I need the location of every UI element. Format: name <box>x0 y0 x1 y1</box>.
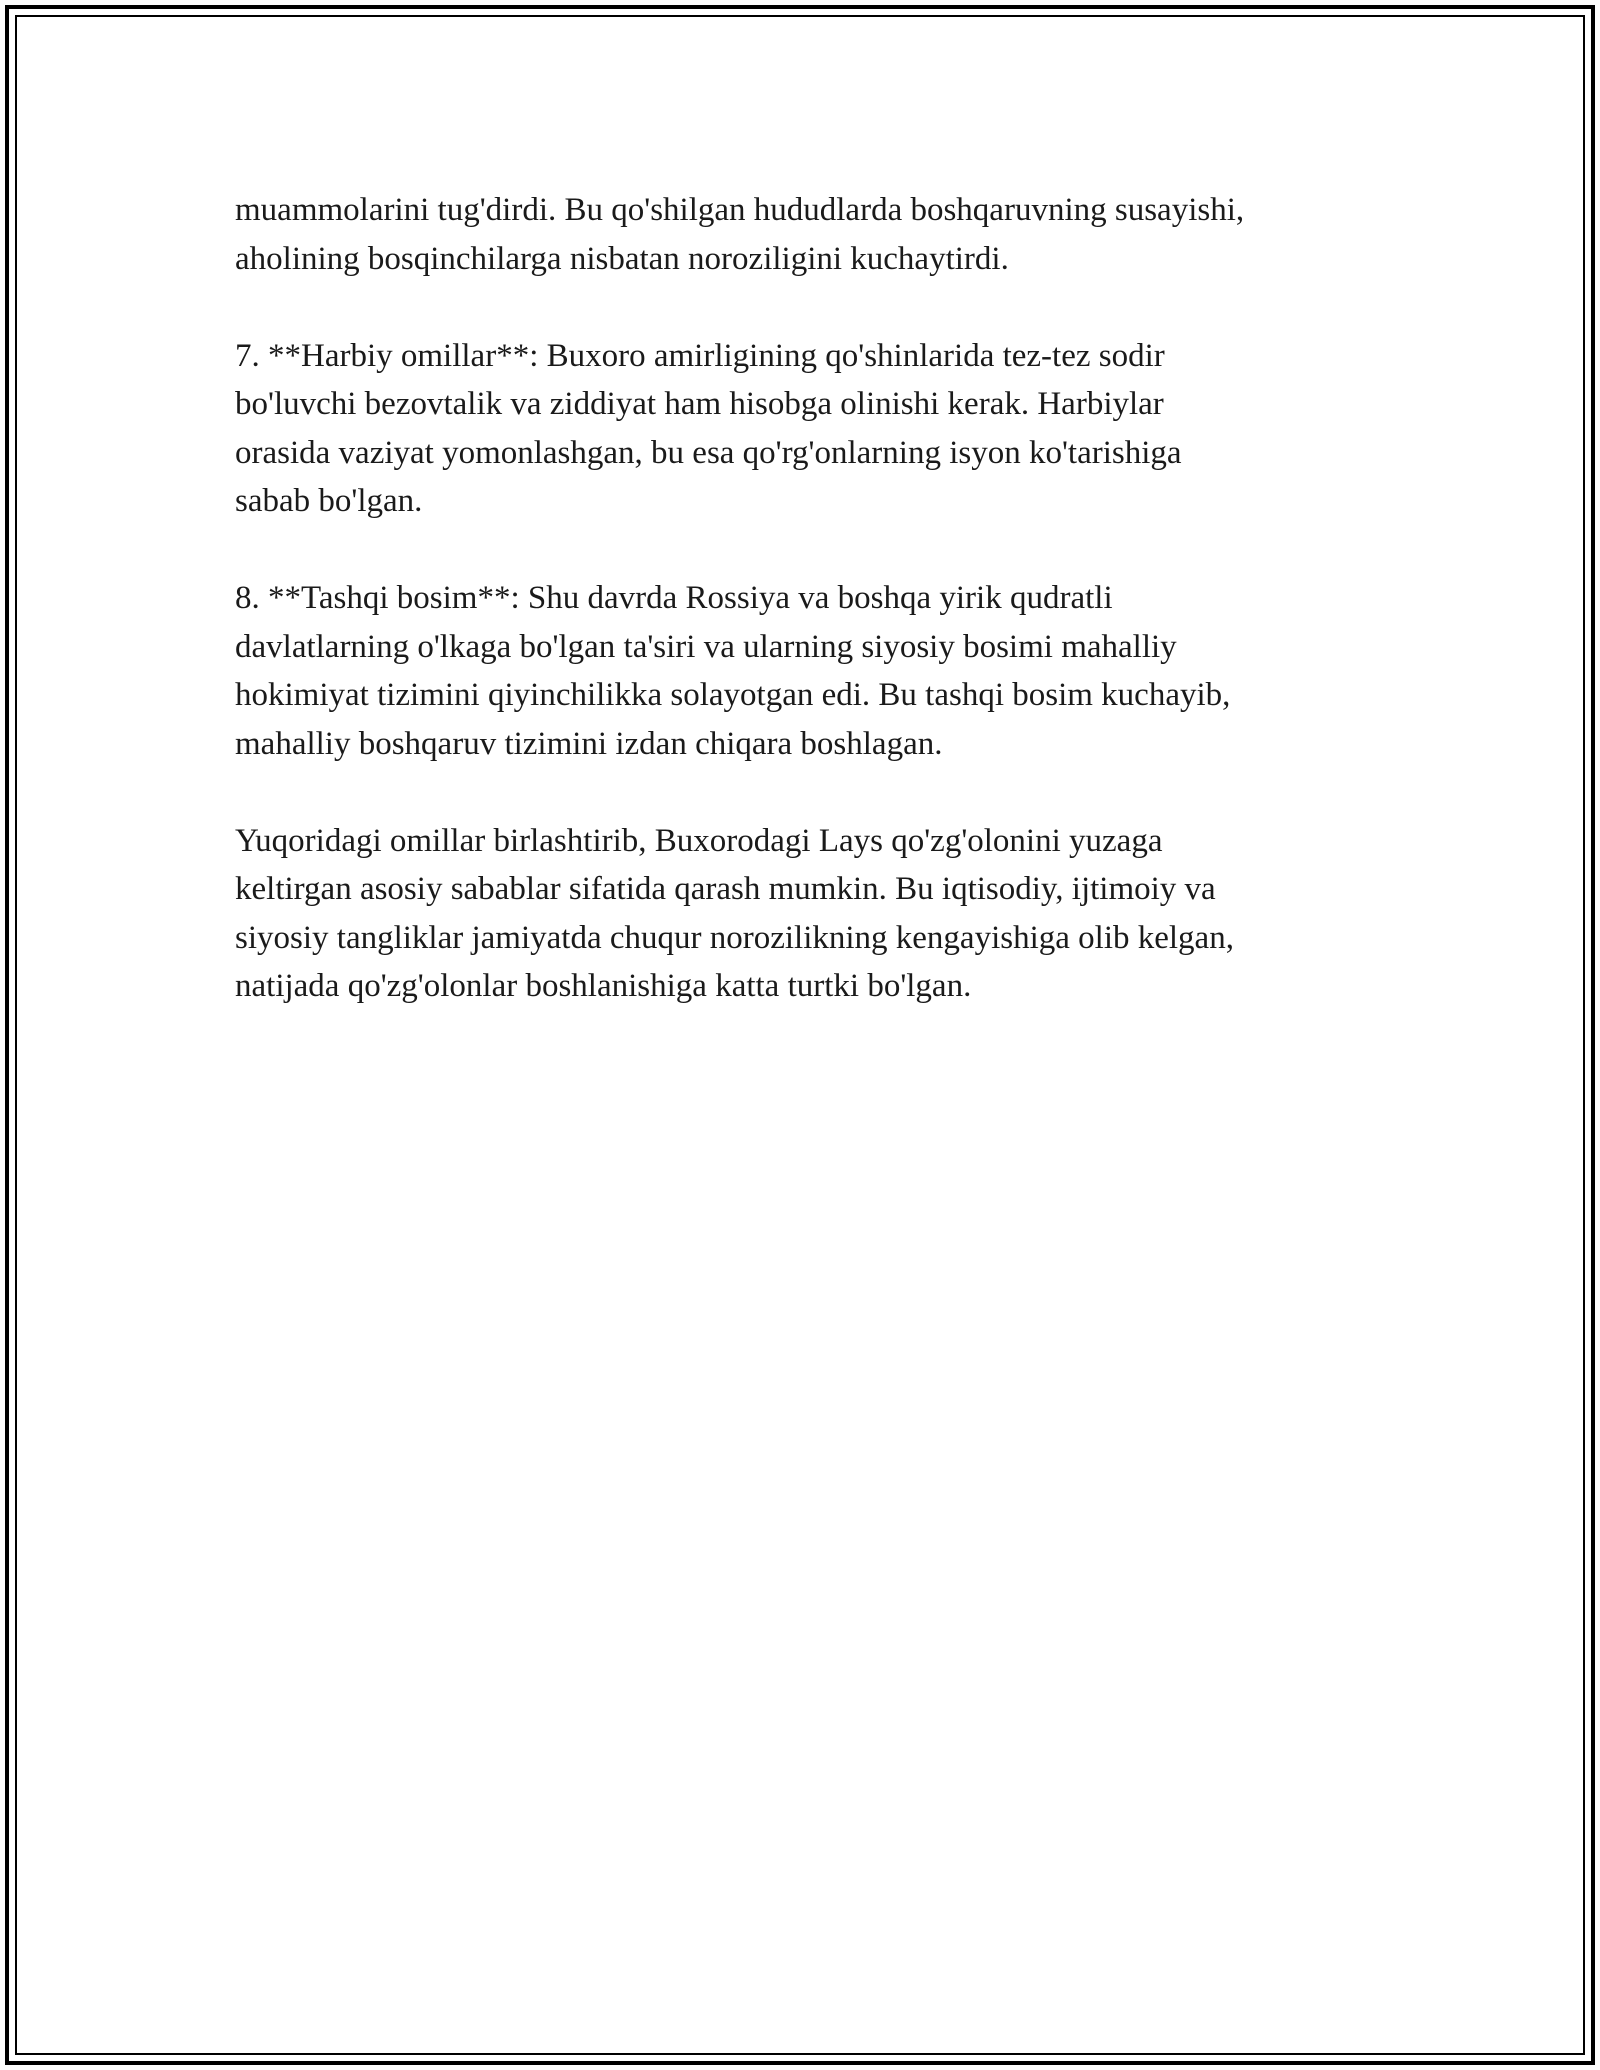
document-body <box>235 186 1405 1059</box>
text-line: muammolarini tug'dirdi. Bu qo'shilgan hududlarda boshqaruvning susayishi, <box>235 192 1245 228</box>
paragraph-external-pressure <box>235 574 1405 768</box>
text-line: siyosiy tangliklar jamiyatda chuqur norozilikning kengayishiga olib kelgan, <box>235 919 1234 956</box>
paragraph-conclusion <box>235 817 1405 1011</box>
text-line: Yuqoridagi omillar birlashtirib, Buxorodagi Lays qo'zg'olonini yuzaga <box>235 822 1163 859</box>
text-line: 8. **Tashqi bosim**: Shu davrda Rossiya va boshqa yirik qudratli <box>235 580 1113 616</box>
text-line: natijada qo'zg'olonlar boshlanishiga katta turtki bo'lgan. <box>235 968 972 1004</box>
text-line: keltirgan asosiy sabablar sifatida qarash mumkin. Bu iqtisodiy, ijtimoiy va <box>235 871 1216 907</box>
text-line: mahalliy boshqaruv tizimini izdan chiqara boshlagan. <box>235 725 943 762</box>
text-line: 7. **Harbiy omillar**: Buxoro amirligining qo'shinlarida tez-tez sodir <box>235 337 1165 374</box>
text-line: orasida vaziyat yomonlashgan, bu esa qo'rg'onlarning isyon ko'tarishiga <box>235 434 1182 471</box>
paragraph-continuation <box>235 186 1405 283</box>
paragraph-military-factors <box>235 332 1405 526</box>
text-line: bo'luvchi bezovtalik va ziddiyat ham hisobga olinishi kerak. Harbiylar <box>235 386 1164 422</box>
text-line: davlatlarning o'lkaga bo'lgan ta'siri va ularning siyosiy bosimi mahalliy <box>235 628 1177 665</box>
text-line: hokimiyat tizimini qiyinchilikka solayotgan edi. Bu tashqi bosim kuchayib, <box>235 677 1231 713</box>
text-line: aholining bosqinchilarga nisbatan noroziligini kuchaytirdi. <box>235 240 1009 277</box>
text-line: sabab bo'lgan. <box>235 483 423 519</box>
